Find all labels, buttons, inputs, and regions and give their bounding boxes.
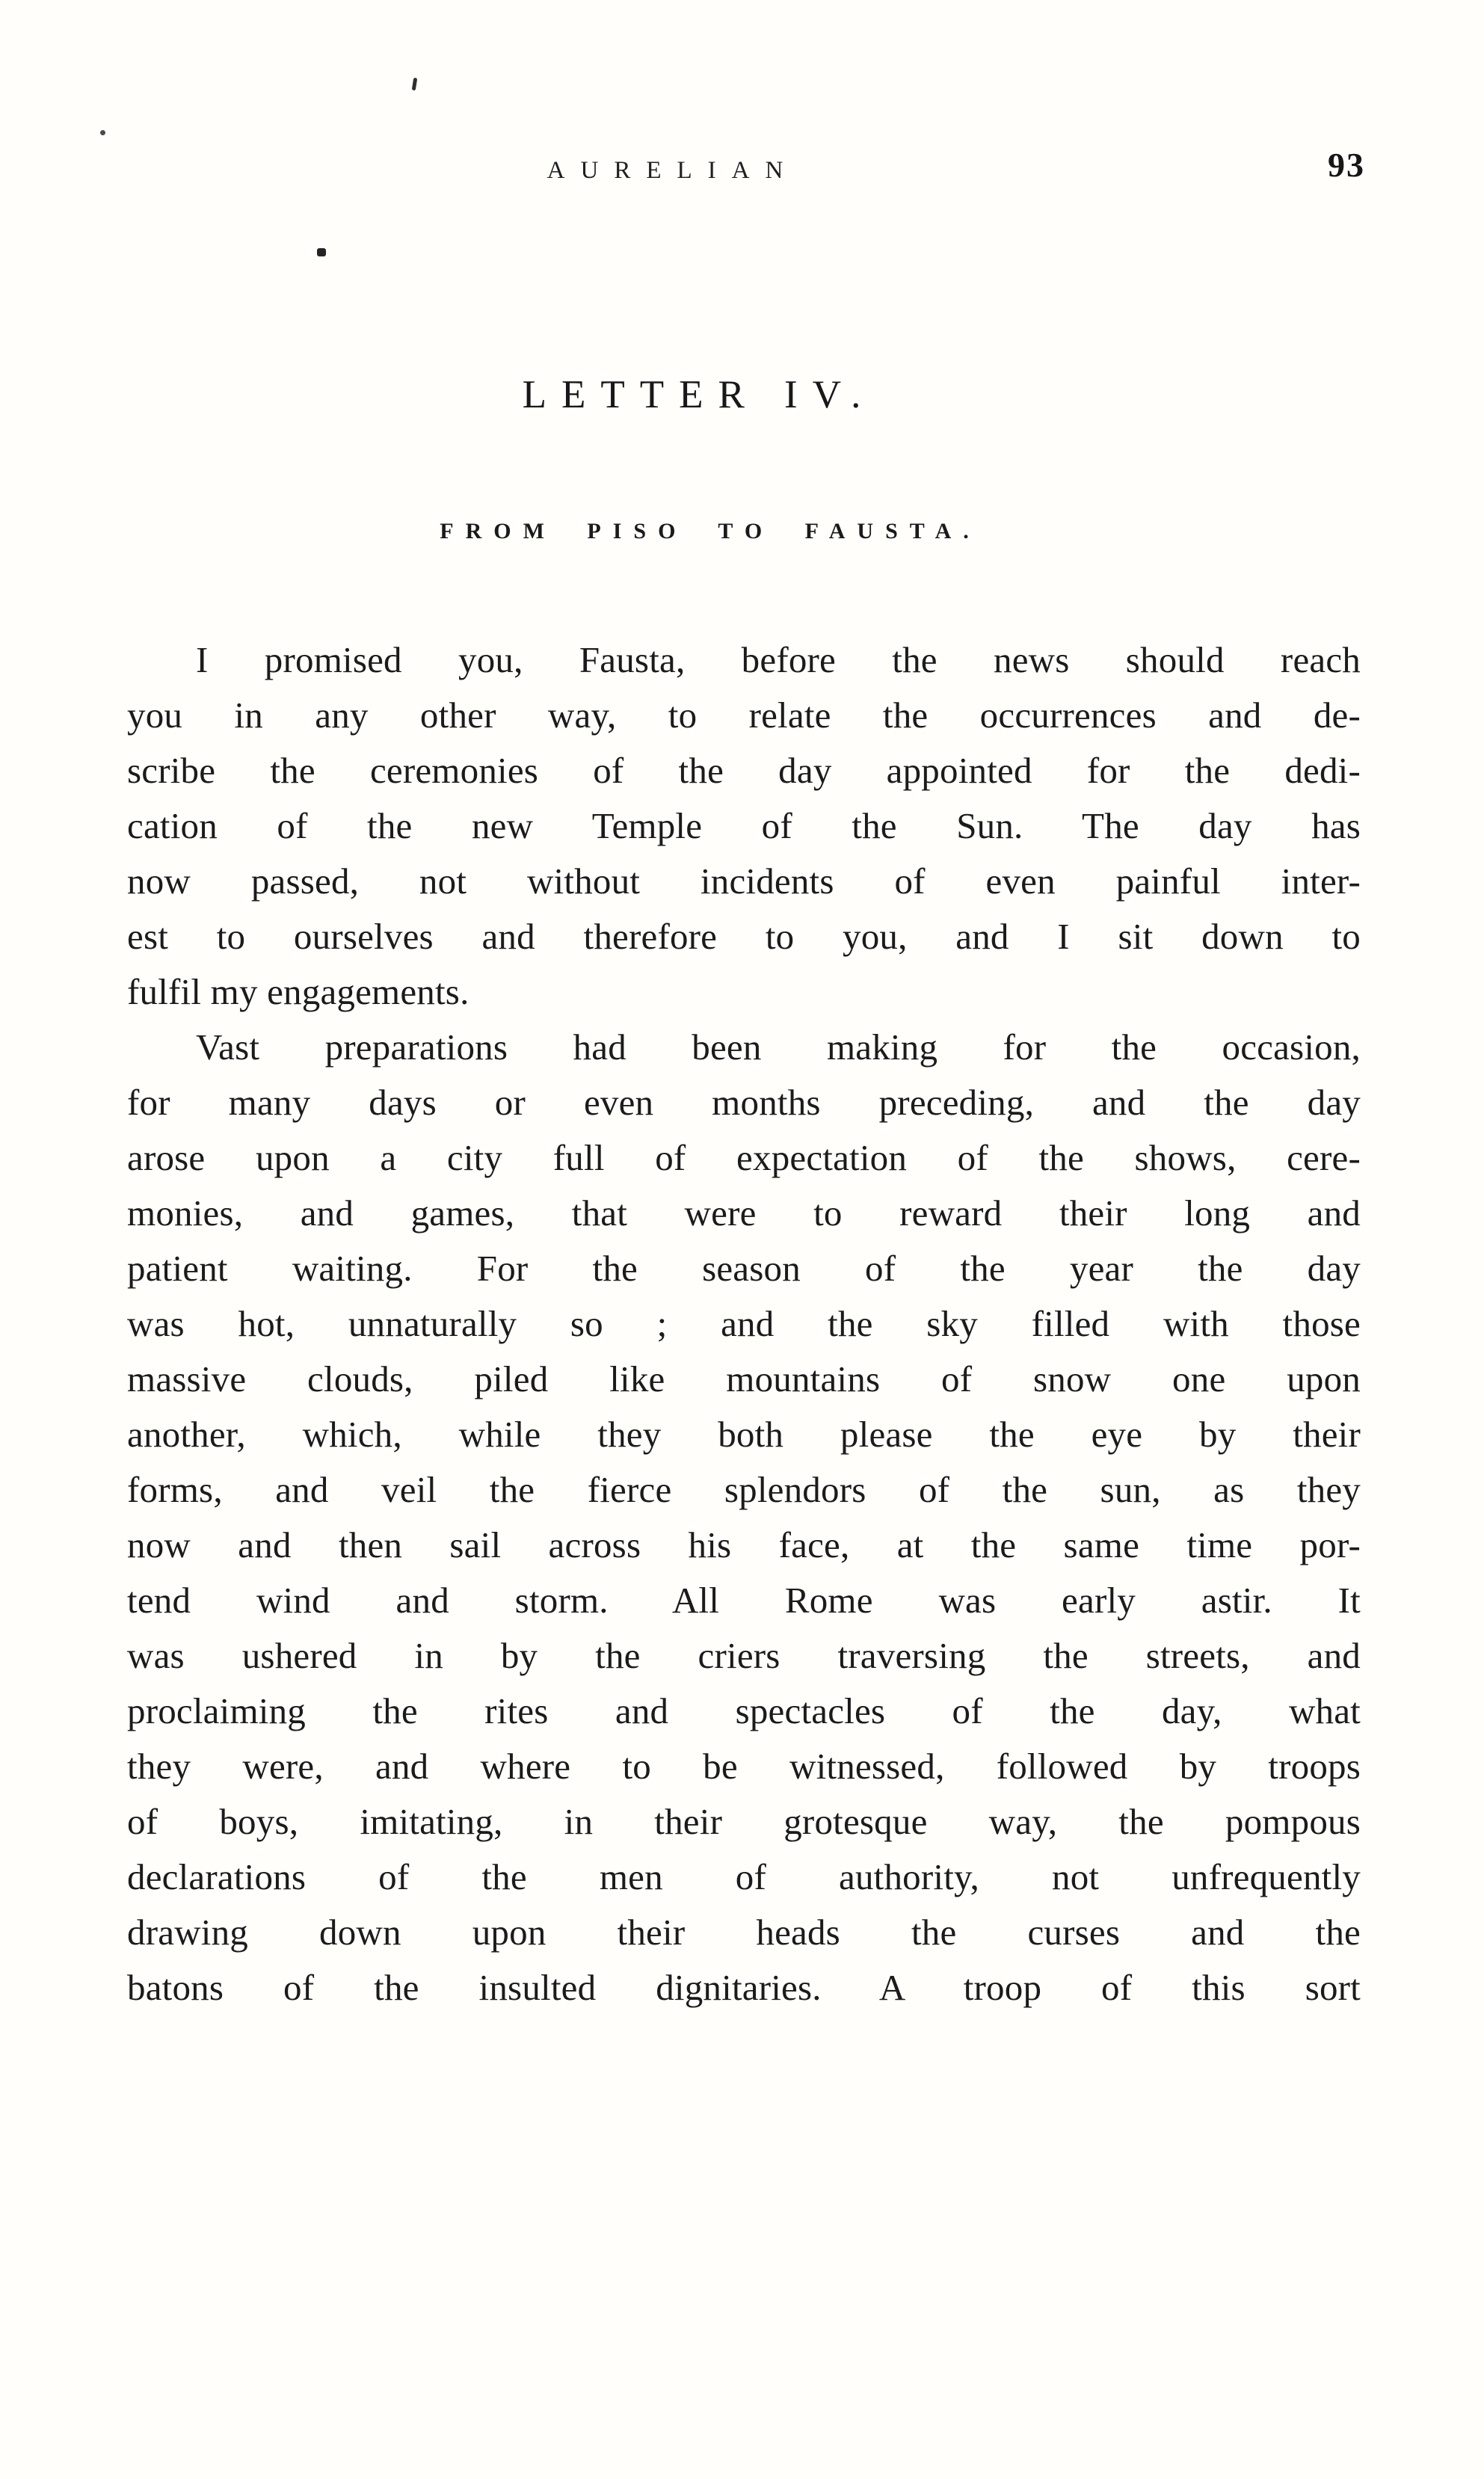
- text-line: scribe the ceremonies of the day appointed for the dedi-: [127, 750, 1361, 791]
- letter-body: [127, 632, 1361, 2015]
- text-line: was hot, unnaturally so ; and the sky filled with those: [127, 1303, 1361, 1344]
- text-line: of boys, imitating, in their grotesque way, the pompous: [127, 1801, 1361, 1842]
- running-header-title: AURELIAN: [547, 157, 799, 184]
- text-line: patient waiting. For the season of the year the day: [127, 1248, 1361, 1289]
- text-line: monies, and games, that were to reward their long and: [127, 1192, 1361, 1234]
- scan-speck: [100, 130, 105, 135]
- paragraph: [127, 1020, 1361, 2015]
- text-line: est to ourselves and therefore to you, and I sit down to: [127, 916, 1361, 957]
- text-line: now passed, not without incidents of even painful inter-: [127, 860, 1361, 902]
- text-line: they were, and where to be witnessed, followed by troops: [127, 1746, 1361, 1787]
- letter-subtitle: FROM PISO TO FAUSTA.: [440, 519, 981, 543]
- text-line: Vast preparations had been making for the occasion,: [196, 1026, 1361, 1068]
- text-line: was ushered in by the criers traversing the streets, and: [127, 1635, 1361, 1676]
- paragraph: [127, 632, 1361, 1020]
- text-line: you in any other way, to relate the occurrences and de-: [127, 695, 1361, 736]
- text-line: tend wind and storm. All Rome was early astir. It: [127, 1580, 1361, 1621]
- text-line: batons of the insulted dignitaries. A troop of this sort: [127, 1967, 1361, 2008]
- page-number: 93: [1328, 146, 1365, 184]
- text-line: declarations of the men of authority, not unfrequently: [127, 1856, 1361, 1897]
- text-line: I promised you, Fausta, before the news should reach: [196, 639, 1361, 680]
- scan-speck: [317, 248, 326, 256]
- running-header: [127, 146, 1365, 205]
- text-line: another, which, while they both please the eye by their: [127, 1414, 1361, 1455]
- text-line: arose upon a city full of expectation of the shows, cere-: [127, 1137, 1361, 1178]
- letter-title: LETTER IV.: [522, 373, 876, 416]
- text-line: for many days or even months preceding, and the day: [127, 1082, 1361, 1123]
- text-line: proclaiming the rites and spectacles of the day, what: [127, 1690, 1361, 1731]
- scan-speck: [412, 78, 418, 91]
- text-line: now and then sail across his face, at the same time por-: [127, 1524, 1361, 1565]
- text-line: fulfil my engagements.: [127, 971, 469, 1012]
- text-line: forms, and veil the fierce splendors of the sun, as they: [127, 1469, 1361, 1510]
- text-line: cation of the new Temple of the Sun. The day has: [127, 805, 1361, 846]
- text-line: drawing down upon their heads the curses and the: [127, 1912, 1361, 1953]
- text-line: massive clouds, piled like mountains of snow one upon: [127, 1358, 1361, 1399]
